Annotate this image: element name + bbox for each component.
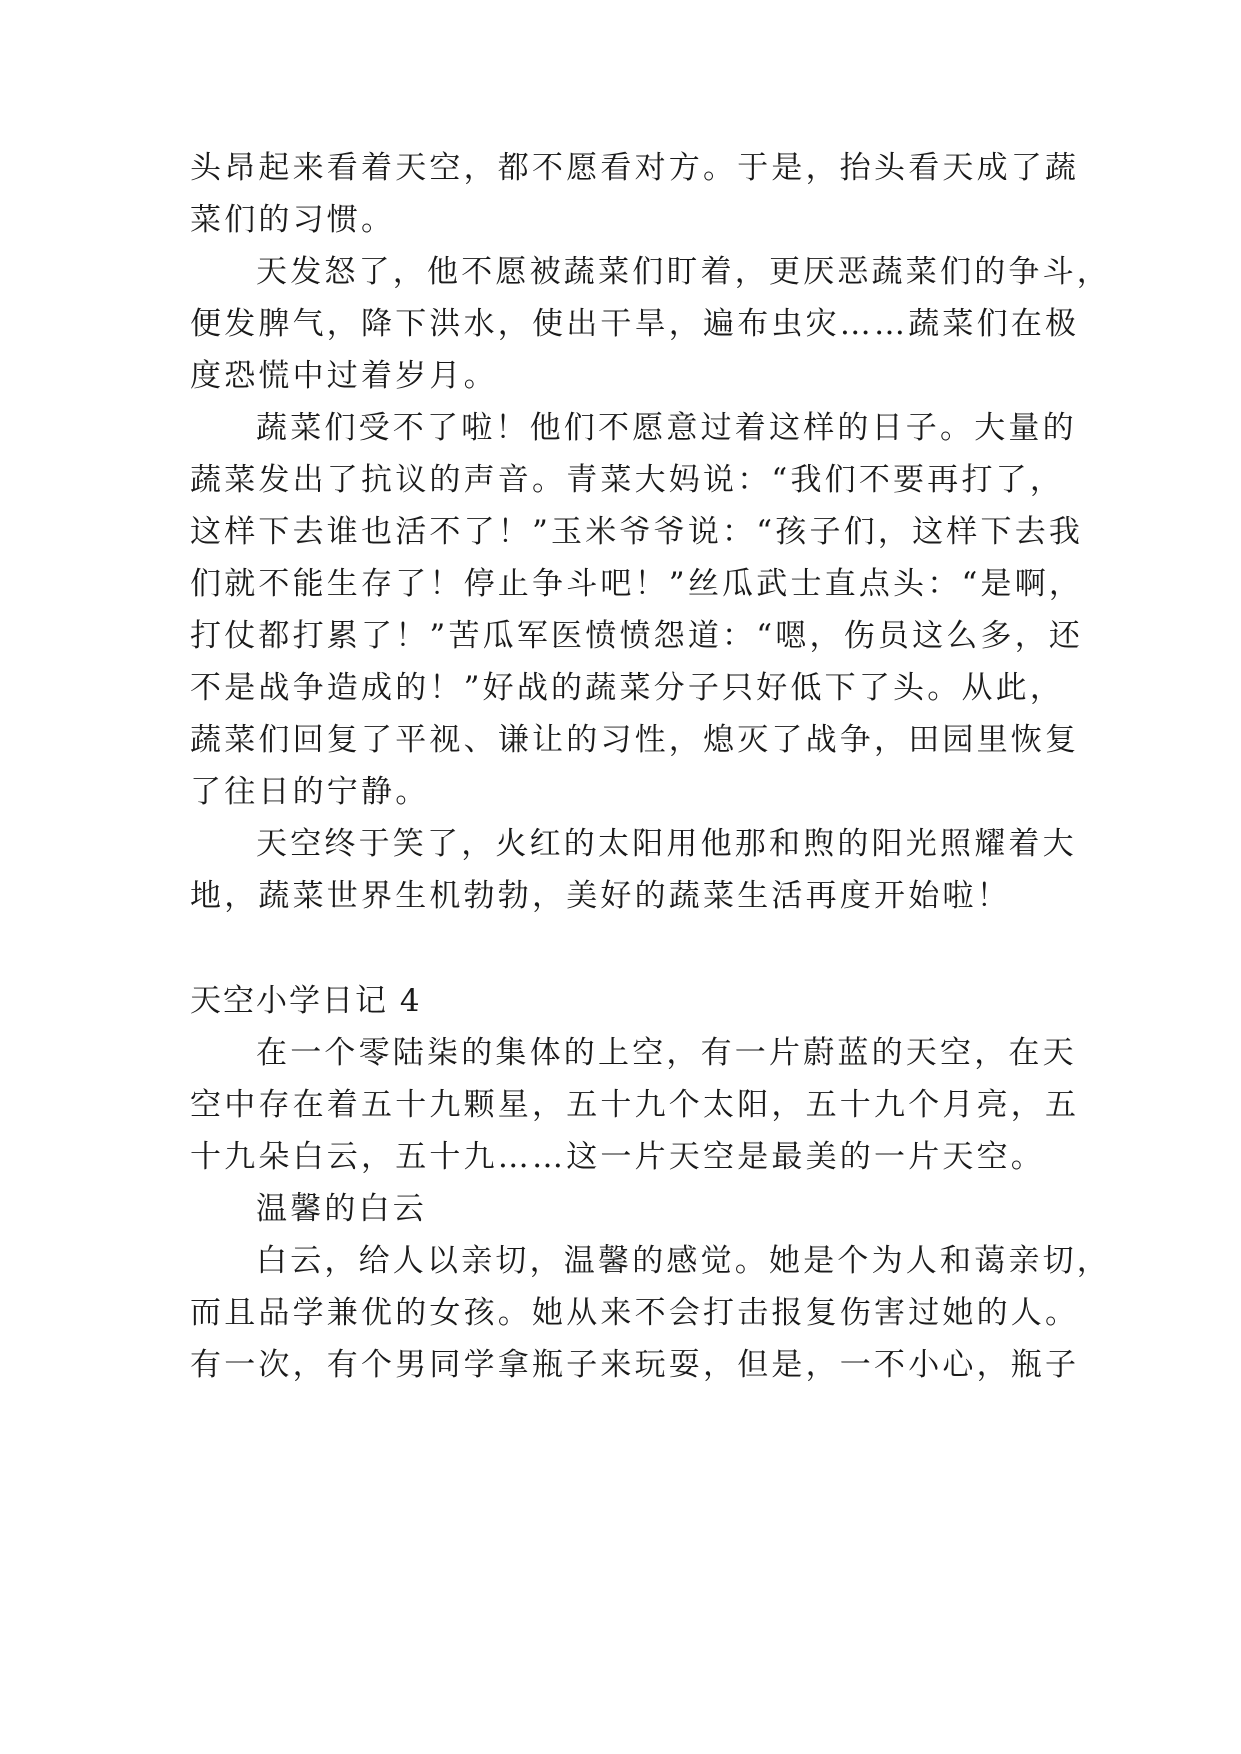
subheading: 温馨的白云	[256, 1191, 427, 1227]
paragraph-line: 空中存在着五十九颗星，五十九个太阳，五十九个月亮，五	[190, 1087, 1080, 1123]
paragraph-line: 十九朵白云，五十九……这一片天空是最美的一片天空。	[190, 1139, 1045, 1175]
paragraph-line: 而且品学兼优的女孩。她从来不会打击报复伤害过她的人。	[190, 1295, 1080, 1331]
paragraph-line: 蔬菜们回复了平视、谦让的习性，熄灭了战争，田园里恢复	[190, 722, 1080, 758]
paragraph-line: 天发怒了，他不愿被蔬菜们盯着，更厌恶蔬菜们的争斗，	[256, 254, 1111, 290]
paragraph-line: 在一个零陆柒的集体的上空，有一片蔚蓝的天空，在天	[256, 1035, 1077, 1071]
paragraph-line: 不是战争造成的！”好战的蔬菜分子只好低下了头。从此，	[190, 670, 1065, 706]
paragraph-line: 便发脾气，降下洪水，使出干旱，遍布虫灾……蔬菜们在极	[190, 306, 1080, 342]
paragraph-line: 天空终于笑了，火红的太阳用他那和煦的阳光照耀着大	[256, 826, 1077, 862]
paragraph-line: 菜们的习惯。	[190, 202, 396, 238]
section-heading: 天空小学日记 4	[190, 983, 422, 1019]
paragraph-line: 蔬菜们受不了啦！他们不愿意过着这样的日子。大量的	[256, 410, 1077, 446]
paragraph-line: 这样下去谁也活不了！”玉米爷爷说：“孩子们，这样下去我	[190, 514, 1084, 550]
paragraph-line: 蔬菜发出了抗议的声音。青菜大妈说：“我们不要再打了，	[190, 462, 1065, 498]
paragraph-line: 地，蔬菜世界生机勃勃，美好的蔬菜生活再度开始啦！	[190, 878, 1011, 914]
paragraph-line: 头昂起来看着天空，都不愿看对方。于是，抬头看天成了蔬	[190, 150, 1080, 186]
paragraph-line: 白云，给人以亲切，温馨的感觉。她是个为人和蔼亲切，	[256, 1243, 1111, 1279]
paragraph-line: 了往日的宁静。	[190, 774, 430, 810]
paragraph-line: 打仗都打累了！”苦瓜军医愤愤怨道：“嗯，伤员这么多，还	[190, 618, 1084, 654]
paragraph-line: 们就不能生存了！停止争斗吧！”丝瓜武士直点头：“是啊，	[190, 566, 1084, 602]
paragraph-line: 度恐慌中过着岁月。	[190, 358, 498, 394]
paragraph-line: 有一次，有个男同学拿瓶子来玩耍，但是，一不小心，瓶子	[190, 1347, 1080, 1383]
